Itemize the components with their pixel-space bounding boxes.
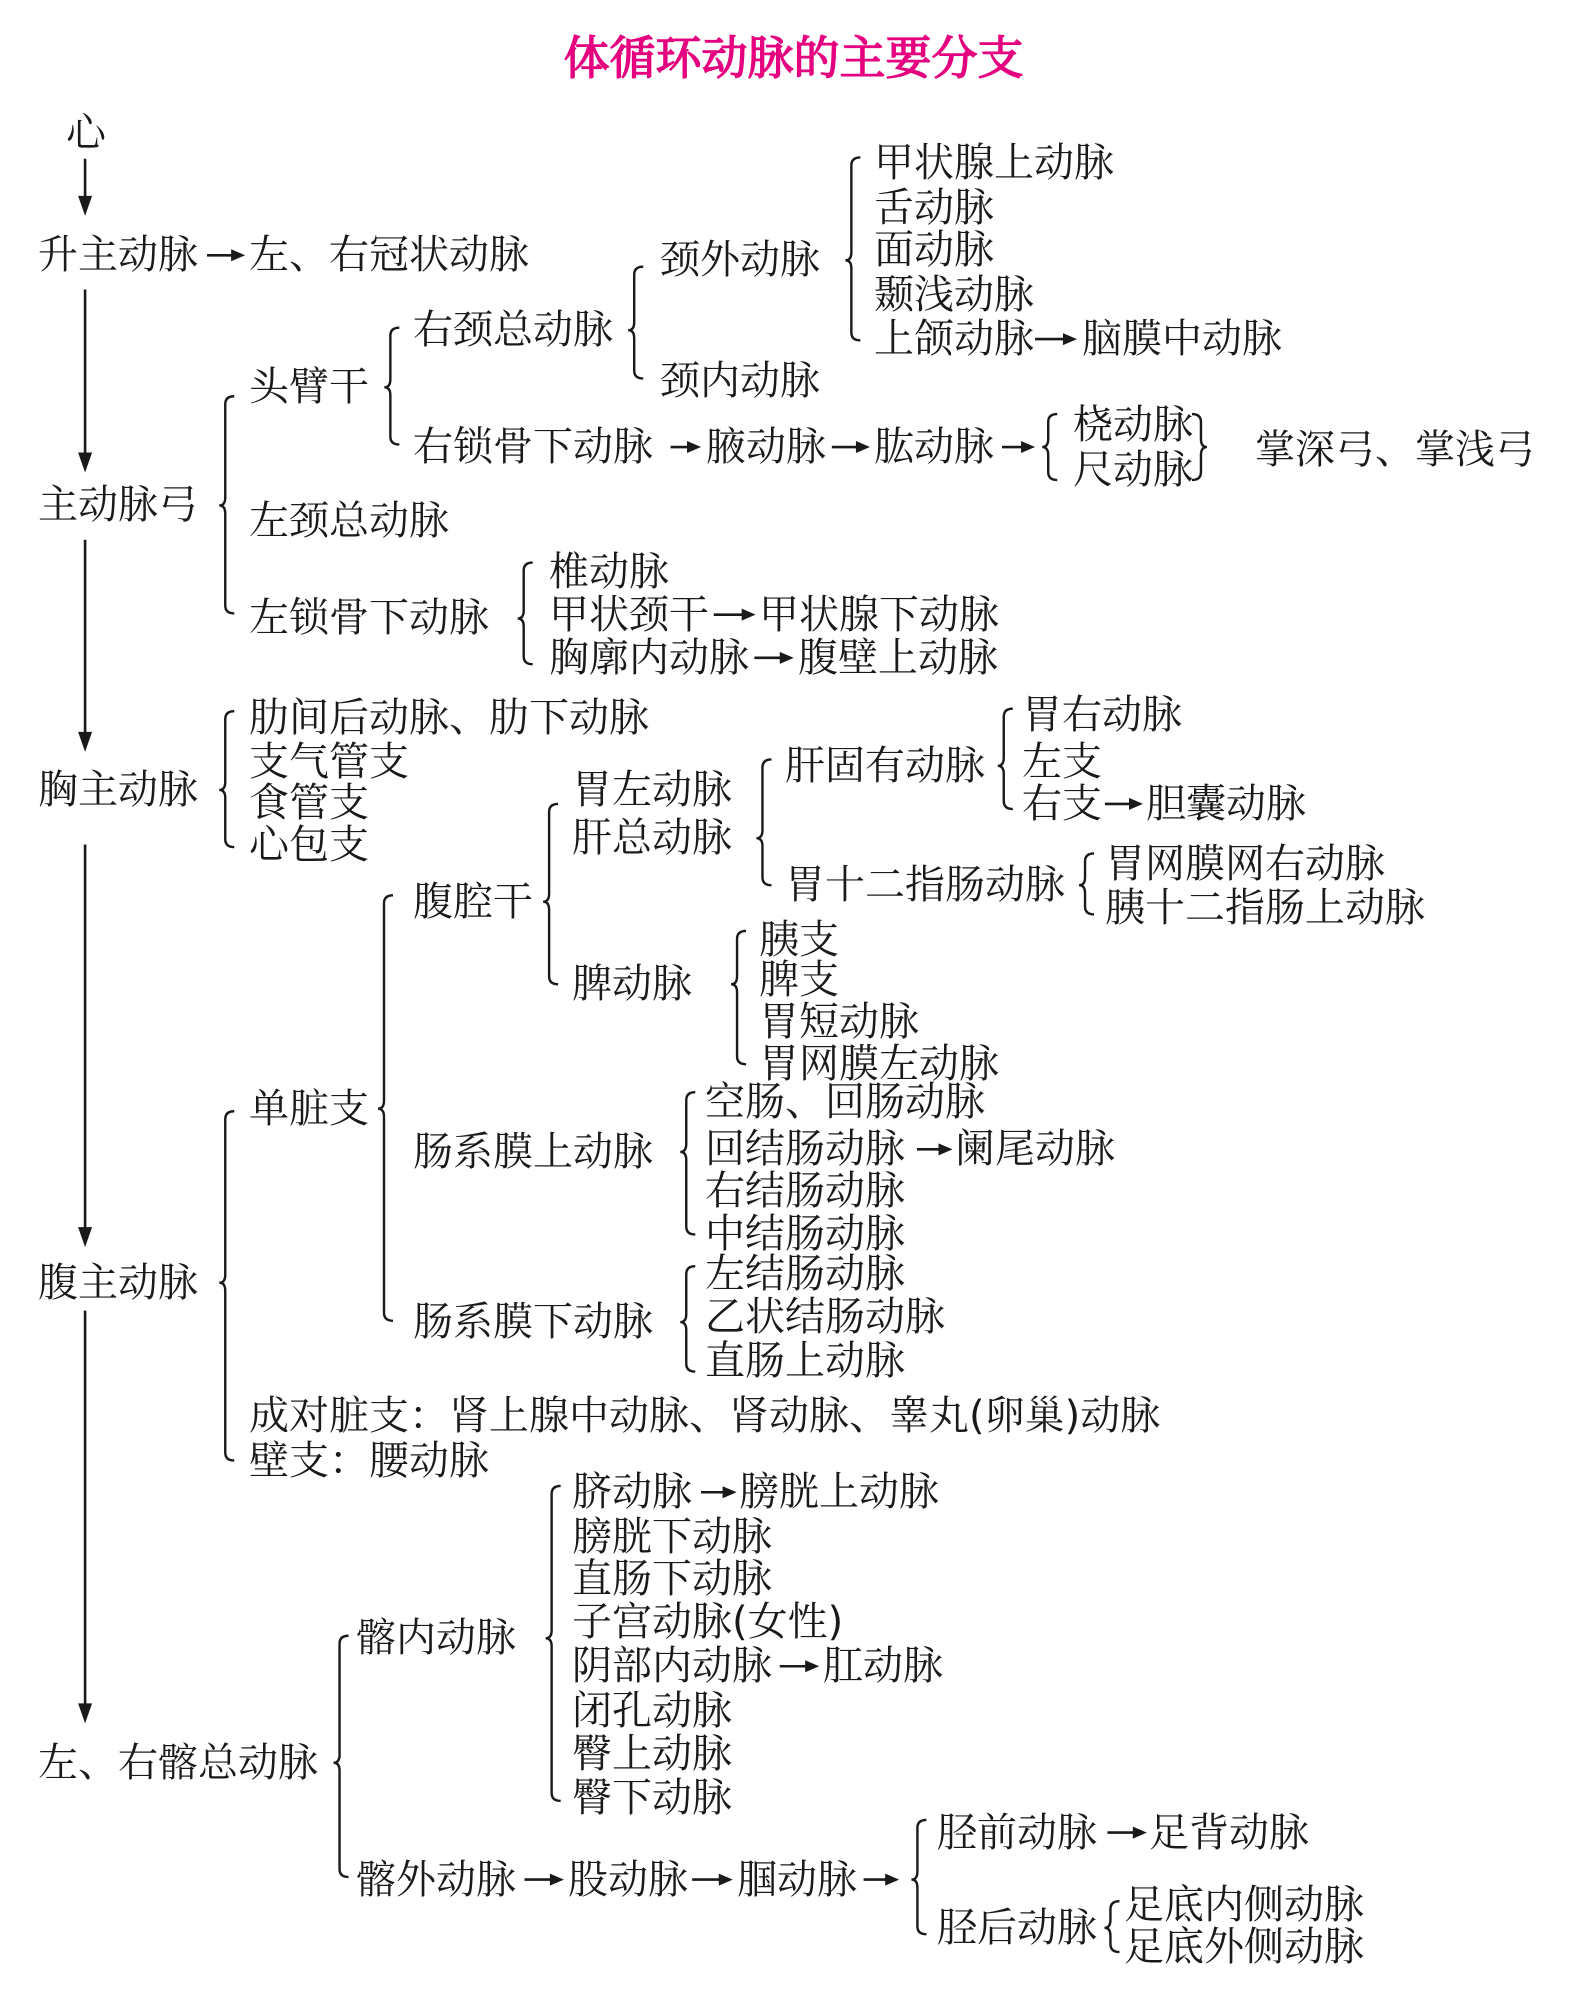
- node-medial-plantar: 足底内侧动脉: [1124, 1882, 1364, 1928]
- node-esophageal: 食管支: [249, 780, 369, 826]
- brace-4: [518, 563, 533, 665]
- node-superior-epigastric: 腹壁上动脉: [798, 635, 998, 681]
- node-lateral-plantar: 足底外侧动脉: [1124, 1924, 1364, 1970]
- node-femoral: 股动脉: [568, 1857, 688, 1903]
- brace-2: [628, 267, 643, 379]
- node-left-gastroepiploic: 胃网膜左动脉: [759, 1041, 999, 1087]
- node-heart: 心: [66, 110, 106, 156]
- node-abdominal-aorta: 腹主动脉: [38, 1260, 198, 1306]
- node-middle-colic: 中结肠动脉: [705, 1211, 905, 1257]
- trunk-arrow-head-2: [78, 732, 92, 752]
- node-sigmoid: 乙状结肠动脉: [705, 1294, 945, 1340]
- node-parietal: 壁支：腰动脉: [249, 1438, 489, 1484]
- node-proper-hepatic: 肝固有动脉: [785, 743, 985, 789]
- node-brachial: 肱动脉: [874, 424, 994, 470]
- node-right-subclavian: 右锁骨下动脉: [413, 424, 653, 470]
- node-anal: 肛动脉: [823, 1643, 943, 1689]
- node-common-hepatic: 肝总动脉: [572, 815, 732, 861]
- node-left-common-carotid: 左颈总动脉: [249, 498, 449, 544]
- node-superior-thyroid: 甲状腺上动脉: [874, 140, 1114, 186]
- arrow-head-horizontal-10: [805, 1660, 819, 1672]
- node-inferior-thyroid: 甲状腺下动脉: [759, 592, 999, 638]
- diagram-title: 体循环动脉的主要分支: [563, 31, 1024, 85]
- node-dorsalis-pedis: 足背动脉: [1149, 1810, 1309, 1856]
- brace-right-closing: [1192, 414, 1207, 480]
- node-right-colic: 右结肠动脉: [705, 1168, 905, 1214]
- node-radial: 桡动脉: [1073, 402, 1193, 448]
- node-inferior-vesical: 膀胱下动脉: [572, 1514, 772, 1560]
- node-jejunal-ileal: 空肠、回肠动脉: [705, 1079, 985, 1125]
- arrow-head-horizontal-9: [723, 1486, 737, 1498]
- arrow-head-horizontal-4: [1063, 333, 1077, 345]
- node-splenic: 脾动脉: [572, 961, 692, 1007]
- node-brachiocephalic: 头臂干: [249, 364, 369, 410]
- node-pancreatic: 胰支: [759, 917, 839, 963]
- node-superior-vesical: 膀胱上动脉: [739, 1469, 939, 1515]
- brace-15: [219, 1111, 234, 1460]
- node-superior-pancreaticoduodenal: 胰十二指肠上动脉: [1105, 885, 1425, 931]
- node-internal-carotid: 颈内动脉: [660, 358, 820, 404]
- brace-8: [543, 804, 558, 984]
- brace-13: [680, 1092, 695, 1234]
- brace-6: [219, 711, 234, 847]
- arrow-head-horizontal-0: [231, 249, 245, 261]
- node-superior-mesenteric: 肠系膜上动脉: [413, 1129, 653, 1175]
- node-ulnar: 尺动脉: [1073, 447, 1193, 493]
- node-maxillary: 上颌动脉: [874, 316, 1034, 362]
- arrow-head-horizontal-8: [939, 1143, 953, 1155]
- brace-9: [756, 759, 771, 885]
- node-inferior-gluteal: 臀下动脉: [572, 1775, 732, 1821]
- node-ascending-aorta: 升主动脉: [38, 232, 198, 278]
- node-appendicular: 阑尾动脉: [955, 1126, 1115, 1172]
- node-short-gastric: 胃短动脉: [759, 999, 919, 1045]
- node-internal-pudendal: 阴部内动脉: [572, 1643, 772, 1689]
- node-uterine: 子宫动脉(女性): [572, 1599, 844, 1645]
- node-thyrocervical: 甲状颈干: [549, 592, 709, 638]
- trunk-arrow-head-1: [78, 452, 92, 472]
- node-middle-meningeal: 脑膜中动脉: [1082, 316, 1282, 362]
- node-posterior-tibial: 胫后动脉: [937, 1905, 1097, 1951]
- brace-16: [334, 1636, 349, 1877]
- node-superior-rectal: 直肠上动脉: [705, 1338, 905, 1384]
- brace-18: [911, 1820, 926, 1934]
- arrow-head-horizontal-6: [780, 652, 794, 664]
- node-cystic: 胆囊动脉: [1146, 781, 1306, 827]
- node-anterior-tibial: 胫前动脉: [937, 1810, 1097, 1856]
- node-inferior-rectal: 直肠下动脉: [572, 1556, 772, 1602]
- node-vertebral: 椎动脉: [549, 549, 669, 595]
- node-obturator: 闭孔动脉: [572, 1688, 732, 1734]
- brace-0: [219, 396, 234, 613]
- node-right-common-carotid: 右颈总动脉: [413, 307, 613, 353]
- brace-12: [731, 931, 746, 1064]
- node-right-branch: 右支: [1022, 781, 1102, 827]
- arrow-head-horizontal-7: [1129, 798, 1143, 810]
- node-coronary: 左、右冠状动脉: [249, 232, 529, 278]
- node-right-gastroepiploic: 胃网膜网右动脉: [1105, 841, 1385, 887]
- node-ileocolic: 回结肠动脉: [705, 1126, 905, 1172]
- node-common-iliac: 左、右髂总动脉: [38, 1740, 318, 1786]
- node-unpaired-visceral: 单脏支: [249, 1086, 369, 1132]
- brace-14: [680, 1266, 695, 1371]
- node-thoracic-aorta: 胸主动脉: [38, 767, 198, 813]
- brace-19: [1104, 1901, 1119, 1952]
- arrow-head-horizontal-13: [885, 1874, 899, 1886]
- arrow-head-horizontal-11: [550, 1874, 564, 1886]
- node-right-gastric: 胃右动脉: [1022, 692, 1182, 738]
- node-superior-gluteal: 臀上动脉: [572, 1731, 732, 1777]
- trunk-arrow-head-0: [78, 196, 92, 216]
- node-external-carotid: 颈外动脉: [660, 237, 820, 283]
- node-palmar-arches: 掌深弓、掌浅弓: [1255, 427, 1535, 473]
- node-splenic-branch: 脾支: [759, 957, 839, 1003]
- node-axillary: 腋动脉: [706, 424, 826, 470]
- node-pericardial: 心包支: [249, 822, 369, 868]
- arrow-head-horizontal-14: [1133, 1827, 1147, 1839]
- brace-10: [998, 709, 1013, 809]
- brace-17: [546, 1486, 561, 1801]
- node-gastroduodenal: 胃十二指肠动脉: [785, 862, 1065, 908]
- node-left-colic: 左结肠动脉: [705, 1251, 905, 1297]
- node-paired-visceral: 成对脏支：肾上腺中动脉、肾动脉、睾丸(卵巢)动脉: [249, 1393, 1161, 1439]
- node-external-iliac: 髂外动脉: [356, 1857, 516, 1903]
- arrow-head-horizontal-12: [719, 1874, 733, 1886]
- node-inferior-mesenteric: 肠系膜下动脉: [413, 1299, 653, 1345]
- arrow-head-horizontal-1: [687, 441, 701, 453]
- node-intercostal: 肋间后动脉、肋下动脉: [249, 695, 649, 741]
- brace-3: [845, 157, 860, 340]
- trunk-arrow-head-4: [78, 1703, 92, 1723]
- node-popliteal: 腘动脉: [737, 1857, 857, 1903]
- node-umbilical: 脐动脉: [572, 1469, 692, 1515]
- node-left-gastric: 胃左动脉: [572, 767, 732, 813]
- node-left-branch: 左支: [1022, 739, 1102, 785]
- brace-1: [384, 328, 399, 445]
- brace-7: [378, 895, 393, 1320]
- arrow-head-horizontal-2: [856, 441, 870, 453]
- node-superficial-temporal: 颞浅动脉: [874, 272, 1034, 318]
- node-bronchial: 支气管支: [249, 739, 409, 785]
- brace-11: [1079, 853, 1094, 914]
- arrow-head-horizontal-3: [1021, 441, 1035, 453]
- node-internal-thoracic: 胸廓内动脉: [549, 635, 749, 681]
- brace-5: [1042, 414, 1057, 480]
- node-left-subclavian: 左锁骨下动脉: [249, 595, 489, 641]
- node-internal-iliac: 髂内动脉: [356, 1615, 516, 1661]
- node-aortic-arch: 主动脉弓: [38, 482, 198, 528]
- node-celiac-trunk: 腹腔干: [413, 879, 533, 925]
- node-lingual: 舌动脉: [874, 185, 994, 231]
- trunk-arrow-head-3: [78, 1227, 92, 1247]
- arrow-head-horizontal-5: [742, 609, 756, 621]
- node-facial: 面动脉: [874, 227, 994, 273]
